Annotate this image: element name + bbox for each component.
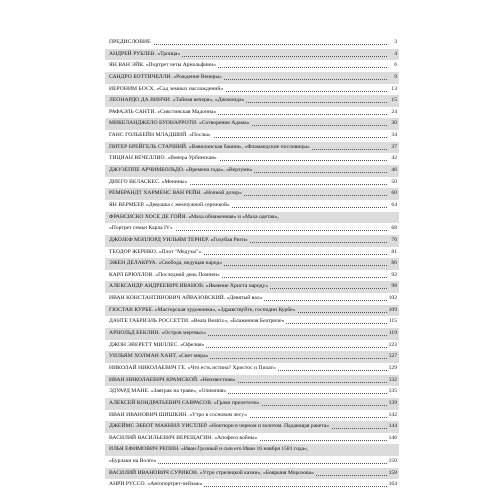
artist-name: ДЖОН ЭВЕРЕТТ МИЛЛЕС. <box>109 341 179 348</box>
toc-row[interactable] <box>105 316 399 328</box>
toc-row[interactable] <box>105 479 399 491</box>
toc-row[interactable] <box>105 60 399 72</box>
artist-name: УИЛЬЯМ ХОЛМАН ХАНТ. <box>109 353 177 360</box>
page-number: 144 <box>387 421 397 433</box>
artwork-title: «Утро в сосновом лесу» <box>189 411 248 418</box>
page-number: 76 <box>389 235 397 247</box>
artist-name: ЭЖЕН ДЕЛАКРУА. <box>109 260 158 267</box>
toc-entry <box>109 177 189 189</box>
artwork-title: «Автопортрет-пейзаж» <box>147 481 203 488</box>
toc-row[interactable] <box>105 386 399 398</box>
artist-name: ТЕОДОР ЖЕРИКО. <box>109 248 158 255</box>
toc-row[interactable] <box>105 410 399 422</box>
toc-row[interactable] <box>105 142 399 154</box>
toc-entry <box>109 60 218 72</box>
artwork-title: «Остров мертвых» <box>161 330 207 337</box>
page-number: 127 <box>387 351 397 363</box>
page-number: 46 <box>389 165 397 177</box>
page-number: 158 <box>387 468 397 480</box>
artwork-title: «Свобода, ведущая народ» <box>158 260 223 267</box>
page-number: 142 <box>387 410 397 422</box>
toc-entry <box>109 72 224 84</box>
page-number: 50 <box>389 177 397 189</box>
toc-row[interactable] <box>105 223 399 235</box>
artwork-title: «Девушка с жемчужной сережкой» <box>146 201 230 208</box>
toc-entry <box>109 456 158 468</box>
artist-name: ТИЦИАН ВЕЧЕЛЛИО. <box>109 155 167 162</box>
page-number: 129 <box>387 363 397 375</box>
artist-name: ИЕРОНИМ БОСХ. <box>109 85 156 92</box>
artwork-title: «Портрет четы Арнольфини» <box>145 62 217 69</box>
artwork-title: «Времена года», «Вертумн» <box>185 167 253 174</box>
artwork-title: «Что есть истина? Христос и Пилат» <box>187 364 276 371</box>
toc-entry <box>109 316 286 328</box>
artwork-title: «Тайная вечеря», «Джоконда» <box>172 97 245 104</box>
toc-row[interactable] <box>105 37 399 49</box>
toc-row[interactable] <box>105 398 399 410</box>
toc-entry <box>109 293 264 305</box>
page-number: 3 <box>392 37 397 49</box>
toc-entry <box>109 340 206 352</box>
toc-entry <box>109 84 225 96</box>
artwork-title: «Рождение Венеры» <box>173 73 222 80</box>
artwork-title: «Менины» <box>161 178 188 185</box>
toc-row[interactable] <box>105 421 399 433</box>
page-number: 9 <box>392 72 397 84</box>
toc-row[interactable] <box>105 235 399 247</box>
page-number: 30 <box>389 118 397 130</box>
artwork-title: «Ночной дозор» <box>203 190 242 197</box>
page-number: 68 <box>389 223 397 235</box>
artwork-title: «Грачи прилетели» <box>213 399 260 406</box>
artist-name: ДЖУЗЕППЕ АРЧИМБОЛЬДО. <box>109 167 185 174</box>
artwork-title: «Сотворение Адама» <box>198 120 250 127</box>
artist-name: ФРАНСИСКО ХОСЕ ДЕ ГОЙЯ. <box>109 213 187 220</box>
artwork-title: «Последний день Помпеи» <box>155 271 220 278</box>
page-number: 119 <box>387 328 397 340</box>
toc-row[interactable] <box>105 444 399 456</box>
page-number: 13 <box>389 84 397 96</box>
toc-row[interactable] <box>105 153 399 165</box>
artwork-title: «Плот "Медузы"» <box>158 248 202 255</box>
artist-name: АРНОЛЬД БЕКЛИН. <box>109 330 161 337</box>
page-number: 115 <box>387 316 397 328</box>
toc-row[interactable] <box>105 270 399 282</box>
artist-name: АНДРЕЙ РУБЛЕВ. <box>109 50 156 57</box>
toc-entry <box>109 142 312 154</box>
artist-name: ДАНТЕ ГАБРИЭЛЬ РОССЕТТИ. <box>109 318 190 325</box>
artist-name: НИКОЛАЙ НИКОЛАЕВИЧ ГЕ. <box>109 364 187 371</box>
page-number: 81 <box>389 247 397 259</box>
toc-entry <box>109 479 204 491</box>
page-number: 102 <box>387 293 397 305</box>
toc-entry <box>109 212 281 224</box>
artwork-title: «Иван Грозный и сын его Иван 16 ноября 1581 года», <box>181 446 309 453</box>
toc-row[interactable] <box>105 281 399 293</box>
toc-entry <box>109 95 246 107</box>
artist-name: ВАСИЛИЙ ИВАНОВИЧ СУРИКОВ. <box>109 469 199 476</box>
artwork-title: «Венера Урбинская» <box>167 155 217 162</box>
toc-entry <box>109 468 316 480</box>
artist-name: ИВАН НИКОЛАЕВИЧ КРАМСКОЙ. <box>109 376 199 383</box>
artist-name: ЛЕОНАРДО ДА ВИНЧИ. <box>109 97 172 104</box>
toc-row[interactable] <box>105 130 399 142</box>
toc-entry <box>109 386 228 398</box>
artist-name: САНДРО БОТТИЧЕЛЛИ. <box>109 73 172 80</box>
artist-name: ДЖЕЙМС ЭББОТ МАКНИЛ УИСТЛЕР. <box>109 423 208 430</box>
artist-name: РЕМБРАНДТ ХАРМЕНС ВАН РЕЙН. <box>109 190 202 197</box>
toc-row[interactable] <box>105 433 399 445</box>
toc-entry <box>109 107 218 119</box>
toc-entry <box>109 421 331 433</box>
toc-entry <box>109 235 250 247</box>
toc-row[interactable] <box>105 177 399 189</box>
toc-row[interactable] <box>105 212 399 224</box>
table-of-contents <box>105 37 399 491</box>
artwork-title: «Послы» <box>189 132 211 139</box>
toc-entry <box>109 398 261 410</box>
artist-name: РАФАЭЛЬ САНТИ. <box>109 108 156 115</box>
artist-name: ИВАН КОНСТАНТИНОВИЧ АЙВАЗОВСКИЙ. <box>109 295 226 302</box>
toc-row[interactable] <box>105 84 399 96</box>
artwork-title: «Ноктюрн в черном и золотом. Падающая ракета» <box>209 423 330 430</box>
artwork-title: «Неизвестная» <box>199 376 236 383</box>
toc-row[interactable] <box>105 351 399 363</box>
artwork-title: «Голубая Риги» <box>210 236 248 243</box>
page-number: 109 <box>387 305 397 317</box>
page-number: 146 <box>387 433 397 445</box>
toc-entry <box>109 200 232 212</box>
toc-entry <box>109 410 249 422</box>
toc-row[interactable] <box>105 247 399 259</box>
page-number: 132 <box>387 375 397 387</box>
artwork-title: «Явление Христа народу» <box>205 283 269 290</box>
artwork-title: «Вавилонская башня», «Фламандские пословицы» <box>188 143 310 150</box>
artwork-title: «Офелия» <box>180 341 205 348</box>
toc-entry <box>109 281 270 293</box>
toc-row[interactable] <box>105 165 399 177</box>
toc-entry <box>109 351 210 363</box>
artwork-title: «Завтрак на траве», «Олимпия» <box>150 388 227 395</box>
toc-entry <box>109 375 238 387</box>
toc-row[interactable] <box>105 375 399 387</box>
page-number: 86 <box>389 258 397 270</box>
toc-entry <box>109 153 219 165</box>
artist-name: ВАСИЛИЙ ВАСИЛЬЕВИЧ ВЕРЕЩАГИН. <box>109 434 213 441</box>
toc-row[interactable] <box>105 363 399 375</box>
page-number: 60 <box>389 188 397 200</box>
page-number: 98 <box>389 281 397 293</box>
toc-row[interactable] <box>105 49 399 61</box>
toc-entry <box>109 258 224 270</box>
page-number: 135 <box>387 386 397 398</box>
toc-entry <box>109 223 175 235</box>
artist-name: ИВАН ИВАНОВИЧ ШИШКИН. <box>109 411 188 418</box>
toc-row[interactable] <box>105 118 399 130</box>
artist-name: МИКЕЛАНДЖЕЛО БУОНАРРОТИ. <box>109 120 198 127</box>
toc-row[interactable] <box>105 456 399 468</box>
artwork-title: «Апофеоз войны» <box>214 434 258 441</box>
page-number: 24 <box>389 107 397 119</box>
toc-entry <box>109 433 259 445</box>
artist-name: АЛЕКСАНДР АНДРЕЕВИЧ ИВАНОВ. <box>109 283 205 290</box>
page-number: 123 <box>387 340 397 352</box>
toc-row[interactable] <box>105 95 399 107</box>
toc-entry <box>109 49 182 61</box>
artist-name: ЯН ВЕРМЕЕР. <box>109 201 145 208</box>
artwork-title: «Мастерская художника», «Здравствуйте, господин Курбе» <box>154 306 296 313</box>
toc-row[interactable] <box>105 72 399 84</box>
artist-name: ГЮСТАВ КУРБЕ. <box>109 306 154 313</box>
toc-row[interactable] <box>105 328 399 340</box>
toc-entry <box>109 328 208 340</box>
page-number: 37 <box>389 142 397 154</box>
artwork-title: «Свет мира» <box>178 353 209 360</box>
toc-entry <box>109 363 278 375</box>
artist-name: АНРИ РУССО. <box>109 481 147 488</box>
page-number: 4 <box>392 49 397 61</box>
artist-name: ЭДУАРД МАНЕ. <box>109 388 150 395</box>
toc-row[interactable] <box>105 468 399 480</box>
page-number: 92 <box>389 270 397 282</box>
artist-name: ЯН ВАН ЭЙК. <box>109 62 145 69</box>
page-number: 15 <box>389 95 397 107</box>
toc-row[interactable] <box>105 305 399 317</box>
toc-row[interactable] <box>105 188 399 200</box>
toc-entry <box>109 118 251 130</box>
artist-name: АЛЕКСЕЙ КОНДРАТЬЕВИЧ САВРАСОВ. <box>109 399 213 406</box>
artwork-title: «Beata Beatrix», «Блаженная Беатриче» <box>190 318 285 325</box>
toc-entry <box>109 165 254 177</box>
artwork-title: «Портрет семьи Карла IV» <box>109 225 173 232</box>
artist-name: ПИТЕР БРЕЙГЕЛЬ СТАРШИЙ. <box>109 143 188 150</box>
toc-row[interactable] <box>105 200 399 212</box>
page-number: 64 <box>389 200 397 212</box>
artist-name: ГАНС ГОЛЬБЕЙН МЛАДШИЙ. <box>109 132 188 139</box>
artwork-title: «Маха обнаженная» и «Маха одетая», <box>188 213 279 220</box>
toc-entry <box>109 130 213 142</box>
page-number: 42 <box>389 153 397 165</box>
page-number: 34 <box>389 130 397 142</box>
toc-entry <box>109 37 153 49</box>
artist-name: КАРЛ БРЮЛЛОВ. <box>109 271 154 278</box>
artwork-title: «Девятый вал» <box>226 295 263 302</box>
page-number: 150 <box>387 456 397 468</box>
toc-entry <box>109 188 244 200</box>
toc-row[interactable] <box>105 107 399 119</box>
toc-entry <box>109 247 203 259</box>
artwork-title: «Сикстинская Мадонна» <box>157 108 217 115</box>
artwork-title: «Сад земных наслаждений» <box>156 85 224 92</box>
artist-name: ДЖОЗЕФ МЭЛЛОРД УИЛЬЯМ ТЕРНЕР. <box>109 236 210 243</box>
toc-row[interactable] <box>105 293 399 305</box>
page-number: 6 <box>392 60 397 72</box>
artwork-title: «Бурлаки на Волге» <box>109 458 157 465</box>
artist-name: ИЛЬЯ ЕФИМОВИЧ РЕПИН. <box>109 446 180 453</box>
page-number: 139 <box>387 398 397 410</box>
artist-name: ДИЕГО ВЕЛАСКЕС. <box>109 178 161 185</box>
toc-row[interactable] <box>105 258 399 270</box>
artwork-title: «Троица» <box>157 50 181 57</box>
page-number: 164 <box>387 479 397 491</box>
toc-entry <box>109 305 297 317</box>
toc-row[interactable] <box>105 340 399 352</box>
artwork-title: «Утро стрелецкой казни», «Боярыня Морозова» <box>199 469 314 476</box>
toc-entry <box>109 444 310 456</box>
artist-name: ПРЕДИСЛОВИЕ <box>109 39 151 45</box>
toc-entry <box>109 270 222 282</box>
